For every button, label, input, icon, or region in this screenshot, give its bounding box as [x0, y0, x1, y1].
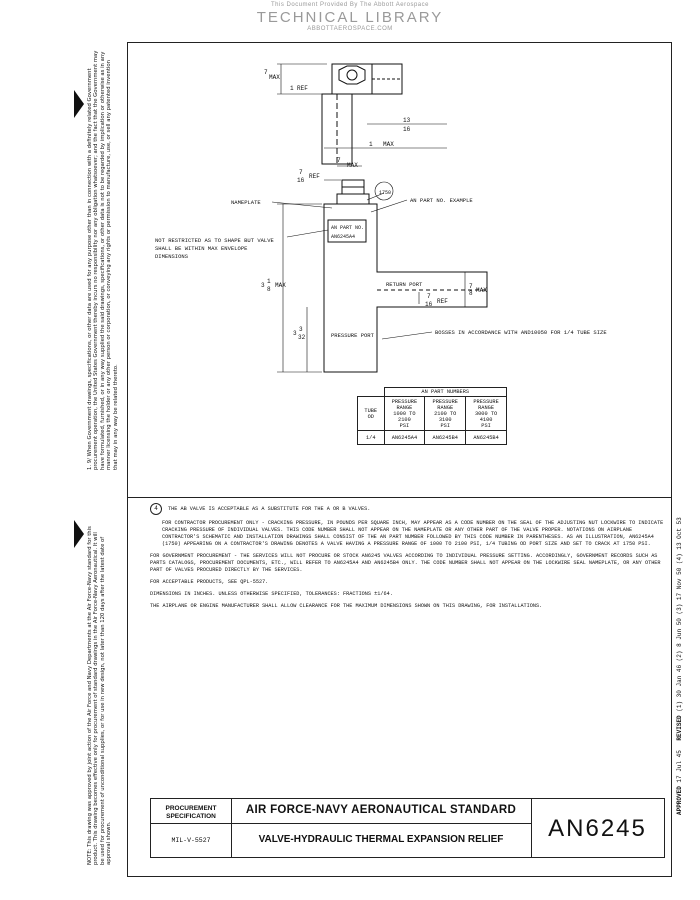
standard-box	[231, 799, 532, 857]
library-header-line1: This Document Provided By The Abbott Aerospace	[271, 2, 429, 8]
note-contractor: FOR CONTRACTOR PROCUREMENT ONLY - CRACKING PRESSURE, IN POUNDS PER SQUARE INCH, MAY APPEAR AS A CODE NUMBER ON THE SEAL OF THE ADJUSTING NUT LOCKWIRE TO INDICATE CRACKING PRESSURE OF INDIVIDUAL VALVES. THIS CODE NUMBER SHALL NOT APPEAR ON THE NAMEPLATE OR ANY OTHER PART OF THE VALVE PROPER. NOTATIONS ON AIRPLANE CONTRACTOR'S SCHEMATIC AND INSTALLATION DRAWINGS SHALL CONSIST OF THE AN PART NUMBER FOLLOWED BY THIS CODE NUMBER IN PARENTHESES. AS AN ILLUSTRATION, AN6245A4 (1750) APPEARING ON A CONTRACTOR'S DRAWING DENOTES A VALVE HAVING A PRESSURE RANGE OF 1000 TO 2100 PSI, 1/4 TUBING OD PORT SIZE AND SET TO CRACK AT 1750 PSI.	[162, 520, 664, 547]
rev-1-date: 30 Jan 46	[676, 664, 683, 698]
table-cell-od: 1/4	[358, 431, 385, 445]
dim-7-8-label: MAX	[347, 162, 358, 169]
proc-spec-line2: SPECIFICATION	[166, 813, 216, 820]
drawing-number: AN6245	[548, 815, 647, 842]
dim-ref7-16-label: REF	[309, 173, 320, 180]
rev-3-number: 3	[676, 607, 683, 611]
return-port-label: RETURN PORT	[386, 281, 423, 288]
note-4-number: 4	[150, 503, 162, 515]
top-fitting	[332, 64, 372, 94]
dim-left-whole: 3	[261, 282, 265, 289]
table-cell-a: AN6245A4	[384, 431, 425, 445]
note-4	[150, 503, 665, 515]
note-airplane: THE AIRPLANE OR ENGINE MANUFACTURER SHALL ALLOW CLEARANCE FOR THE MAXIMUM DIMENSIONS SHOWN ON THIS DRAWING, FOR INSTALLATIONS.	[150, 603, 543, 609]
registration-mark-bottom	[74, 520, 84, 548]
dim-left-num: 1	[267, 278, 271, 285]
dim-1-label: MAX	[383, 141, 394, 148]
notes-section	[150, 503, 665, 615]
stamp-number-label: 1750	[379, 190, 392, 196]
revised-label: REVISED	[676, 715, 683, 741]
rev-4-number: 4	[676, 556, 683, 561]
dim-ref1-prefix: 1	[290, 85, 294, 92]
plate-line2: AN6245A4	[331, 234, 356, 240]
rev-2-number: 2	[676, 654, 683, 658]
registration-mark-top	[74, 90, 84, 118]
spec-number: MIL-V-5527	[171, 837, 211, 844]
dim-bot-whole: 3	[293, 330, 297, 337]
government-use-note: 1. 9/ When Government drawings, specifications, or other data are used for any purpose other than in connection with a definitely related Government procurement operation, the United States Government thereby incurs no responsibility nor any obligation whatsoever; and the fact that the Government may have formulated, furnished, or in any way supplied the said drawings, specifications, or other data is not to be regarded by implication or otherwise as in any manner licensing the holder or any other person or corporation, or conveying any rights or permission to manufacture, use, or sell any patented invention that may in any way be related thereto.	[87, 50, 119, 470]
drawing-notes-divider	[127, 497, 672, 498]
dim-right-den: 8	[469, 290, 473, 297]
revision-history: APPROVED 17 Jul 45 REVISED (1) 30 Jan 46 (2) 8 Jun 50 (3) 17 Nov 50 (4) 13 Oct 53	[676, 517, 683, 815]
table-header-title: AN PART NUMBERS	[384, 388, 507, 397]
rev-4-date: 13 Oct 53	[676, 517, 683, 550]
dim-ref1-label: REF	[297, 85, 308, 92]
approved-label: APPROVED	[676, 786, 683, 815]
bosses-label: BOSSES IN ACCORDANCE WITH AND10050 FOR 1/4 TUBE SIZE	[435, 329, 607, 336]
rev-3-date: 17 Nov 50	[676, 567, 683, 601]
an-part-example-label: AN PART NO. EXAMPLE	[410, 197, 473, 204]
library-header-title: TECHNICAL LIBRARY	[256, 9, 444, 26]
title-block	[150, 798, 665, 858]
dim-bot-num: 3	[299, 326, 303, 333]
approval-note: NOTE: This drawing was approved by joint action of the Air Force and Navy Departments at the Air Force-Navy standard for this product. This drawing becomes effective only for procurement of standard drawings in the Air Force-Navy Aeronautical. It will be used for procurement of unconditional supplies, or for use in new design, not later than 120 days after the latest date of approval shown.	[87, 526, 113, 865]
approved-date: 17 Jul 45	[676, 750, 683, 783]
table-row	[358, 431, 507, 445]
pressure-port-label: PRESSURE PORT	[331, 332, 374, 339]
note-dimensions: DIMENSIONS IN INCHES. UNLESS OTHERWISE SPECIFIED, TOLERANCES: FRACTIONS ±1/64.	[150, 591, 393, 597]
note-government: FOR GOVERNMENT PROCUREMENT - THE SERVICES WILL NOT PROCURE OR STOCK AN6245 VALVES ACCORDING TO INDIVIDUAL PRESSURE SETTING. ACCORDINGLY, GOVERNMENT RECORDS SUCH AS PARTS CATALOGS, PROCUREMENT DOCUMENTS, ETC., WILL REFER TO AN6245A4 AND AN6245B4 ONLY. THE CODE NUMBER SHALL NOT APPEAR ON THE LOCKWIRE SEAL NAMEPLATE, OR ANY OTHER PART OF VALVES PROCURED DIRECTLY BY THE SERVICES.	[150, 553, 661, 573]
dim-right-label: MAX	[476, 287, 487, 294]
top-hex-nut	[339, 66, 365, 84]
dim-left-label: MAX	[275, 282, 286, 289]
drawing-title: VALVE-HYDRAULIC THERMAL EXPANSION RELIEF	[258, 834, 504, 845]
table-wrapper	[357, 387, 507, 445]
dim-top-max: 7	[264, 69, 268, 76]
dim-port-ref-num: 7	[427, 293, 431, 300]
dim-port-ref-den: 16	[425, 301, 433, 308]
dim-1-whole: 1	[369, 141, 373, 148]
dim-ref7-16-num: 7	[299, 169, 303, 176]
table-col-range-a: PRESSURE RANGE 1000 TO 2100 PSI	[384, 397, 425, 431]
dim-7-8-num: 7	[337, 157, 341, 164]
dim-port-ref-label: REF	[437, 298, 448, 305]
rev-2-date: 8 Jun 50	[676, 618, 683, 647]
standard-title: AIR FORCE-NAVY AERONAUTICAL STANDARD	[245, 804, 517, 816]
dim-13-num: 13	[403, 117, 411, 124]
table-col-range-b: PRESSURE RANGE 2100 TO 3100 PSI	[425, 397, 466, 431]
dim-ref7-16-den: 16	[297, 177, 305, 184]
plate-line1: AN PART NO.	[331, 225, 365, 231]
not-restricted-label: NOT RESTRICTED AS TO SHAPE BUT VALVE SHALL BE WITHIN MAX ENVELOPE DIMENSIONS	[155, 237, 274, 260]
library-header-url: ABBOTTAEROSPACE.COM	[307, 26, 393, 32]
proc-spec-box	[151, 799, 232, 857]
table-col-range-c: PRESSURE RANGE 3000 TO 4100 PSI	[466, 397, 507, 431]
table-cell-c: AN6245B4	[466, 431, 507, 445]
dim-left-den: 8	[267, 286, 271, 293]
note-acceptable: FOR ACCEPTABLE PRODUCTS, SEE QPL-5527.	[150, 579, 269, 585]
rev-1-number: 1	[676, 704, 683, 709]
table-cell-b: AN6245B4	[425, 431, 466, 445]
dim-right-num: 7	[469, 283, 473, 290]
nameplate-label: NAMEPLATE	[231, 199, 261, 206]
dim-top-max-label: MAX	[269, 74, 280, 81]
dim-bot-den: 32	[298, 334, 306, 341]
proc-spec-line1: PROCUREMENT	[165, 805, 217, 812]
dim-13-den: 16	[403, 126, 411, 133]
note-4-text: THE AB VALVE IS ACCEPTABLE AS A SUBSTITUTE FOR THE A OR B VALVES.	[168, 506, 371, 512]
table-col-tube-od: TUBE OD	[358, 397, 385, 431]
drawing-number-box	[531, 799, 664, 857]
